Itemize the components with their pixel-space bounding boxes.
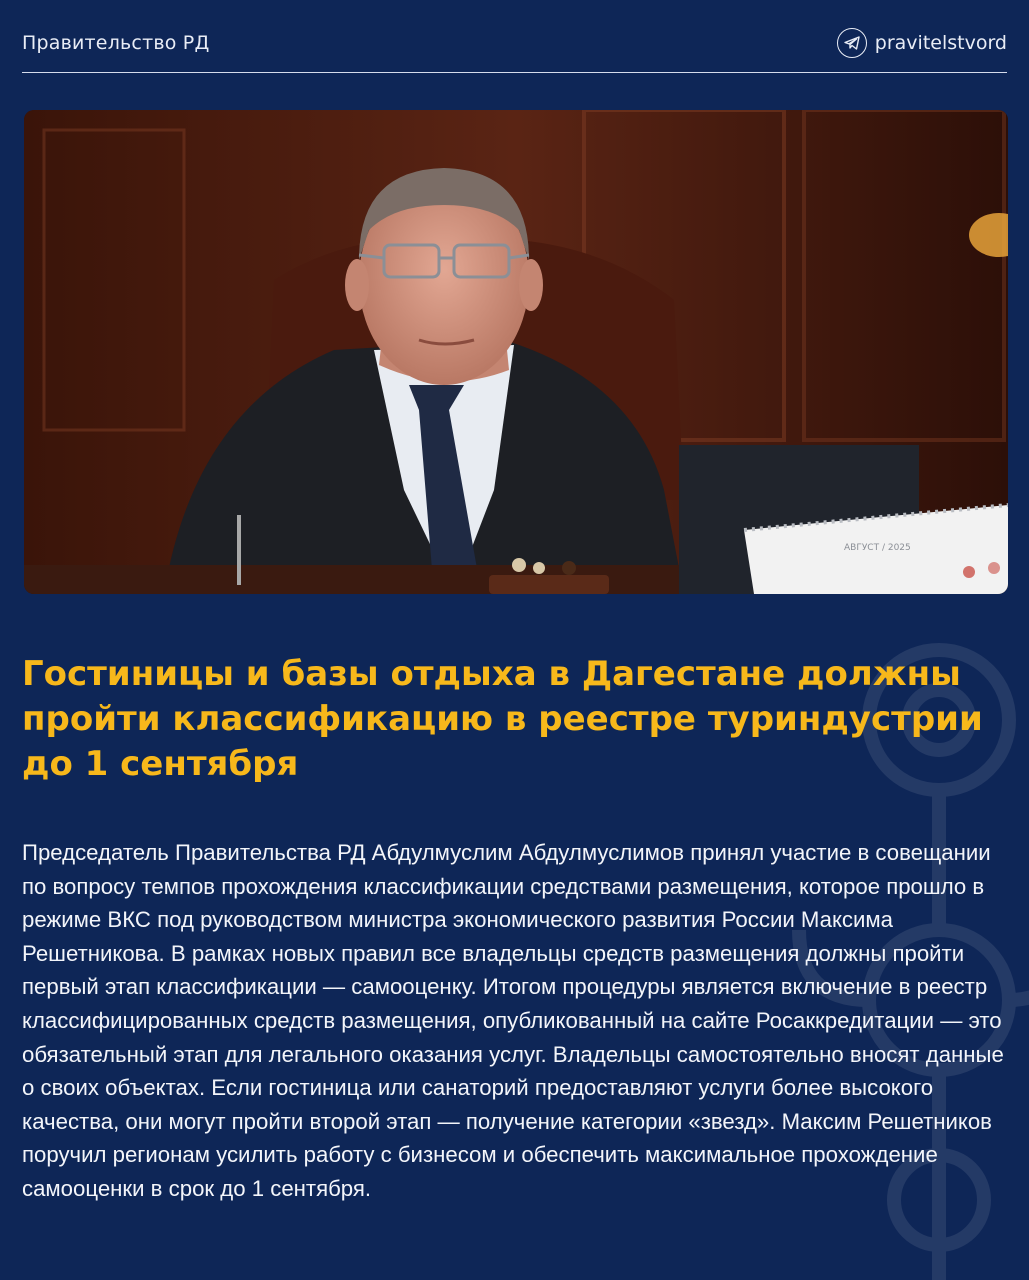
news-photo	[24, 110, 1008, 594]
article-body: Председатель Правительства РД Абдулмуслим Абдулмуслимов принял участие в совещании по вопросу темпов прохождения классификации средствами размещения, которое прошло в режиме ВКС под руководством министра экономического развития России Максима Решетникова. В рамках новых правил все владельцы средств размещения должны пройти первый этап классификации — самооценку. Итогом процедуры является включение в реестр классифицированных средств размещения, опубликованный на сайте Росаккредитации — это обязательный этап для легального оказания услуг. Владельцы самостоятельно вносят данные о своих объектах. Если гостиница или санаторий предоставляют услуги более высокого качества, они могут пройти второй этап — получение категории «звезд». Максим Решетников поручил регионам усилить работу с бизнесом и обеспечить максимальное прохождение самооценки в срок до 1 сентября.	[22, 840, 1004, 1201]
channel-name: pravitelstvord	[874, 32, 1007, 54]
article-title: Гостиницы и базы отдыха в Дагестане должны пройти классификацию в реестре туриндустрии до 1 сентября	[22, 654, 983, 784]
brand-name: Правительство РД	[22, 32, 210, 54]
header	[22, 26, 1007, 73]
calendar-label: АВГУСТ / 2025	[844, 543, 911, 553]
telegram-icon	[837, 28, 867, 58]
channel-link[interactable]	[837, 28, 1007, 58]
